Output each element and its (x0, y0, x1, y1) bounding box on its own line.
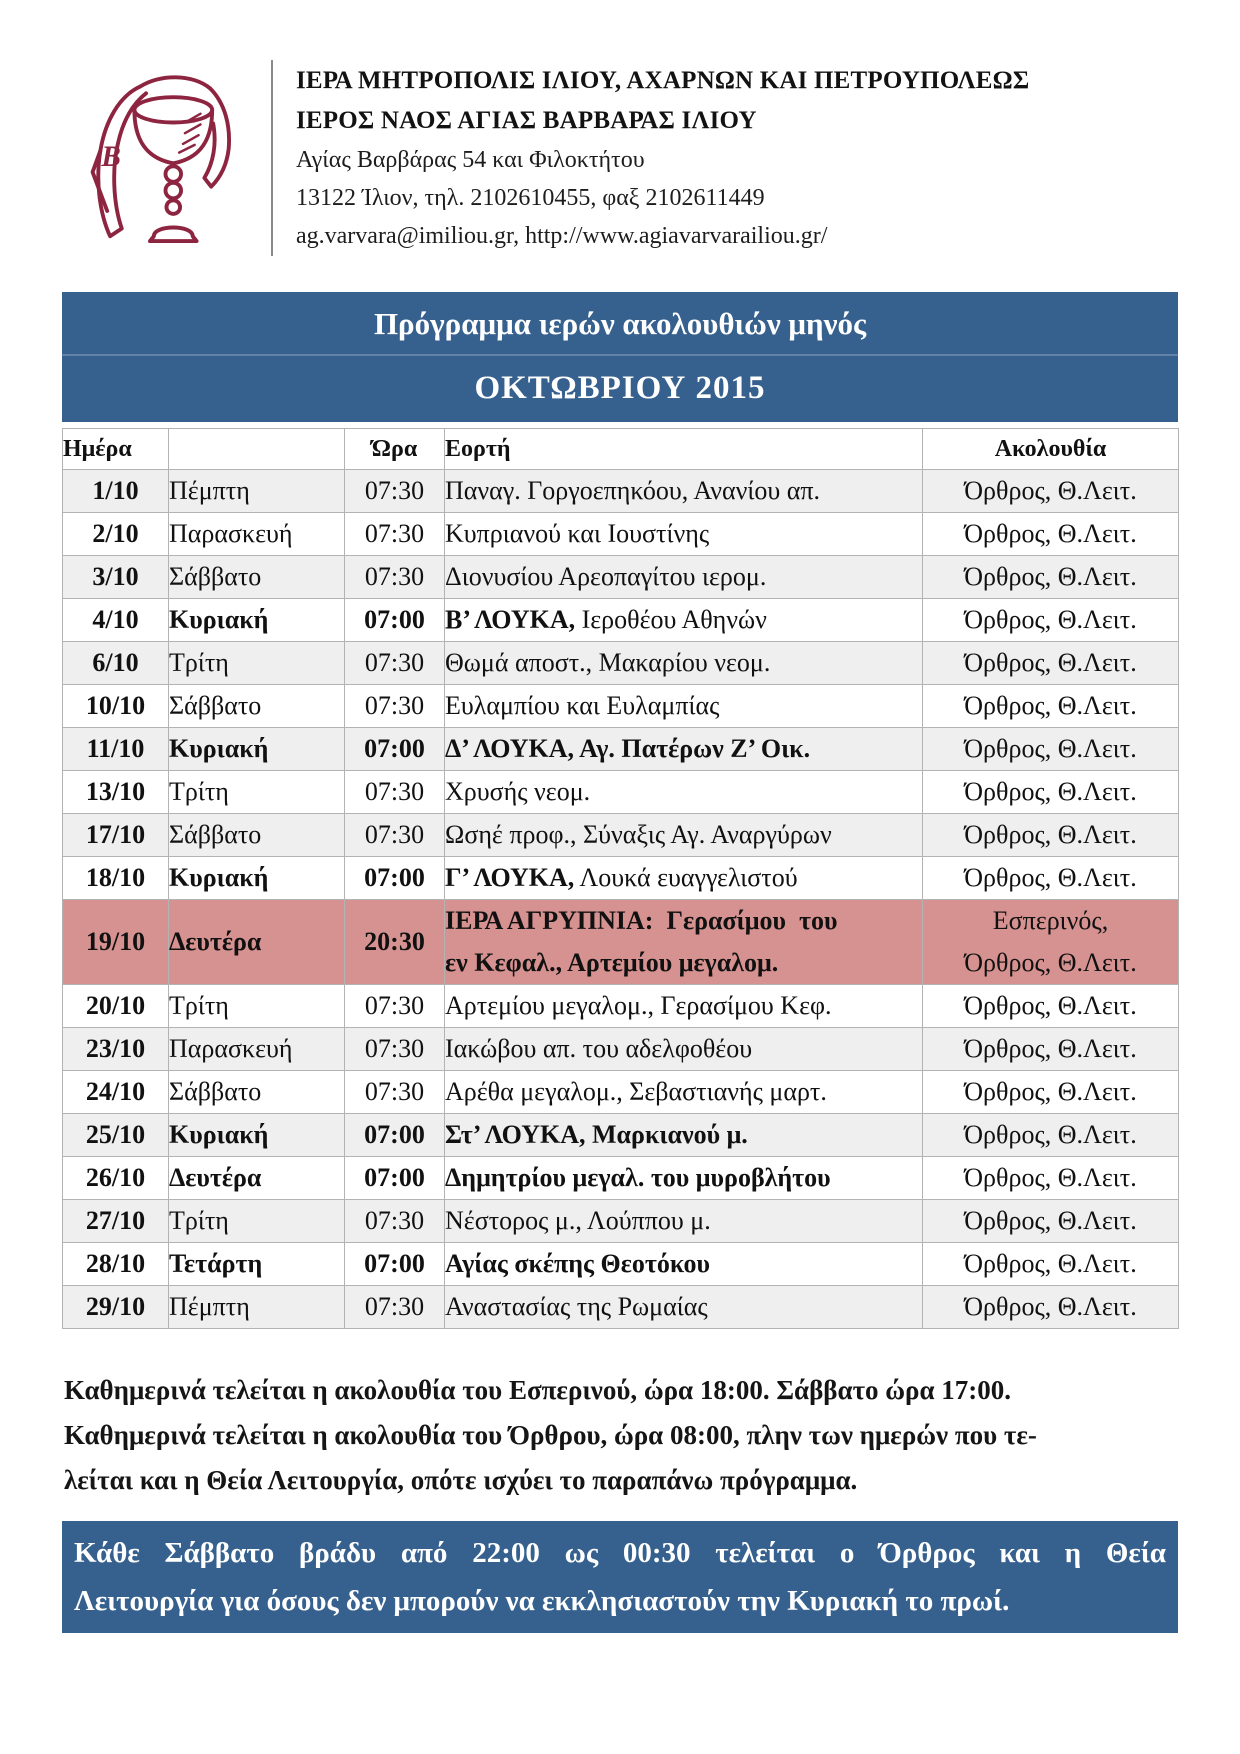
time-cell: 07:30 (345, 1200, 445, 1243)
table-row (63, 1071, 1179, 1114)
time-cell: 07:30 (345, 1071, 445, 1114)
table-row (63, 814, 1179, 857)
saturday-night-banner (62, 1521, 1178, 1633)
day-cell: Πέμπτη (169, 470, 345, 513)
date-cell: 10/10 (63, 685, 169, 728)
feast-cell: Ιακώβου απ. του αδελφοθέου (445, 1028, 923, 1071)
col-header-feast: Εορτή (445, 429, 923, 470)
feast-cell: Β’ ΛΟΥΚΑ, Ιεροθέου Αθηνών (445, 599, 923, 642)
org-name-line1: ΙΕΡΑ ΜΗΤΡΟΠΟΛΙΣ ΙΛΙΟΥ, ΑΧΑΡΝΩΝ ΚΑΙ ΠΕΤΡΟΥΠΟΛΕΩΣ (296, 67, 1030, 94)
notes-line: λείται και η Θεία Λειτουργία, οπότε ισχύει το παραπάνω πρόγραμμα. (64, 1465, 858, 1495)
table-row (63, 599, 1179, 642)
service-cell: Εσπερινός, Όρθρος, Θ.Λειτ. (923, 900, 1179, 985)
date-cell: 27/10 (63, 1200, 169, 1243)
table-row (63, 685, 1179, 728)
date-cell: 11/10 (63, 728, 169, 771)
notes-line: Καθημερινά τελείται η ακολουθία του Όρθρου, ώρα 08:00, πλην των ημερών που τε- (64, 1420, 1037, 1450)
address-line: Αγίας Βαρβάρας 54 και Φιλοκτήτου (296, 147, 645, 173)
date-cell: 18/10 (63, 857, 169, 900)
time-cell: 07:30 (345, 771, 445, 814)
service-cell: Όρθρος, Θ.Λειτ. (923, 513, 1179, 556)
notes-line: Καθημερινά τελείται η ακολουθία του Εσπερινού, ώρα 18:00. Σάββατο ώρα 17:00. (64, 1375, 1012, 1405)
feast-cell: Θωμά αποστ., Μακαρίου νεομ. (445, 642, 923, 685)
date-cell: 25/10 (63, 1114, 169, 1157)
feast-cell: Δ’ ΛΟΥΚΑ, Αγ. Πατέρων Ζ’ Οικ. (445, 728, 923, 771)
day-cell: Σάββατο (169, 1071, 345, 1114)
service-cell: Όρθρος, Θ.Λειτ. (923, 814, 1179, 857)
month-title: ΟΚΤΩΒΡΙΟΥ 2015 (62, 354, 1178, 422)
date-cell: 13/10 (63, 771, 169, 814)
date-cell: 28/10 (63, 1243, 169, 1286)
notes-paragraph (64, 1368, 1180, 1503)
day-cell: Σάββατο (169, 814, 345, 857)
web-line: ag.varvara@imiliou.gr, http://www.agiavarvarailiou.gr/ (296, 223, 828, 249)
feast-cell: Παναγ. Γοργοεπηκόου, Ανανίου απ. (445, 470, 923, 513)
day-cell: Τρίτη (169, 985, 345, 1028)
day-cell: Σάββατο (169, 685, 345, 728)
title-banner (62, 292, 1178, 422)
day-cell: Πέμπτη (169, 1286, 345, 1329)
time-cell: 07:00 (345, 1157, 445, 1200)
day-cell: Κυριακή (169, 599, 345, 642)
banner-bottom-line: Λειτουργία για όσους δεν μπορούν να εκκλησιαστούν την Κυριακή το πρωί. (74, 1585, 1010, 1617)
table-row (63, 1028, 1179, 1071)
feast-cell: Κυπριανού και Ιουστίνης (445, 513, 923, 556)
time-cell: 07:30 (345, 642, 445, 685)
col-header-service: Ακολουθία (923, 429, 1179, 470)
service-cell: Όρθρος, Θ.Λειτ. (923, 1071, 1179, 1114)
table-row (63, 642, 1179, 685)
date-cell: 17/10 (63, 814, 169, 857)
time-cell: 07:30 (345, 685, 445, 728)
time-cell: 07:30 (345, 985, 445, 1028)
day-cell: Τρίτη (169, 1200, 345, 1243)
date-cell: 4/10 (63, 599, 169, 642)
feast-cell: ΙΕΡΑ ΑΓΡΥΠΝΙΑ: Γερασίμου του εν Κεφαλ., Αρτεμίου μεγαλομ. (445, 900, 923, 985)
masthead (0, 55, 1240, 265)
day-cell: Τρίτη (169, 771, 345, 814)
time-cell: 07:30 (345, 470, 445, 513)
contact-line: 13122 Ίλιον, τηλ. 2102610455, φαξ 2102611449 (296, 185, 765, 211)
masthead-divider (271, 60, 273, 256)
service-cell: Όρθρος, Θ.Λειτ. (923, 599, 1179, 642)
feast-cell: Ευλαμπίου και Ευλαμπίας (445, 685, 923, 728)
masthead-text (296, 61, 1176, 255)
feast-cell: Χρυσής νεομ. (445, 771, 923, 814)
feast-cell: Αγίας σκέπης Θεοτόκου (445, 1243, 923, 1286)
svg-text:Β: Β (101, 141, 121, 174)
table-row (63, 728, 1179, 771)
date-cell: 3/10 (63, 556, 169, 599)
table-row (63, 771, 1179, 814)
schedule-table-body (63, 470, 1179, 1329)
time-cell: 07:30 (345, 1028, 445, 1071)
service-cell: Όρθρος, Θ.Λειτ. (923, 1157, 1179, 1200)
service-cell: Όρθρος, Θ.Λειτ. (923, 470, 1179, 513)
service-cell: Όρθρος, Θ.Λειτ. (923, 985, 1179, 1028)
col-header-time: Ώρα (345, 429, 445, 470)
chalice-logo-icon (78, 65, 253, 250)
time-cell: 07:30 (345, 513, 445, 556)
time-cell: 07:30 (345, 814, 445, 857)
feast-cell: Νέστορος μ., Λούππου μ. (445, 1200, 923, 1243)
org-name-line2: ΙΕΡΟΣ ΝΑΟΣ ΑΓΙΑΣ ΒΑΡΒΑΡΑΣ ΙΛΙΟΥ (296, 107, 757, 134)
service-cell: Όρθρος, Θ.Λειτ. (923, 1114, 1179, 1157)
feast-cell: Διονυσίου Αρεοπαγίτου ιερομ. (445, 556, 923, 599)
day-cell: Παρασκευή (169, 513, 345, 556)
table-header-row (63, 429, 1179, 470)
schedule-table (62, 428, 1179, 1329)
time-cell: 07:00 (345, 599, 445, 642)
day-cell: Σάββατο (169, 556, 345, 599)
table-row (63, 1286, 1179, 1329)
service-cell: Όρθρος, Θ.Λειτ. (923, 857, 1179, 900)
date-cell: 6/10 (63, 642, 169, 685)
col-header-day: Ημέρα (63, 429, 169, 470)
feast-cell: Αρέθα μεγαλομ., Σεβαστιανής μαρτ. (445, 1071, 923, 1114)
table-row (63, 857, 1179, 900)
table-row (63, 1243, 1179, 1286)
time-cell: 07:00 (345, 728, 445, 771)
service-cell: Όρθρος, Θ.Λειτ. (923, 1028, 1179, 1071)
table-row (63, 470, 1179, 513)
feast-cell: Γ’ ΛΟΥΚΑ, Λουκά ευαγγελιστού (445, 857, 923, 900)
col-header-blank (169, 429, 345, 470)
date-cell: 1/10 (63, 470, 169, 513)
feast-cell: Δημητρίου μεγαλ. του μυροβλήτου (445, 1157, 923, 1200)
day-cell: Κυριακή (169, 728, 345, 771)
time-cell: 20:30 (345, 900, 445, 985)
time-cell: 07:00 (345, 857, 445, 900)
date-cell: 19/10 (63, 900, 169, 985)
table-row (63, 556, 1179, 599)
date-cell: 26/10 (63, 1157, 169, 1200)
table-row (63, 985, 1179, 1028)
time-cell: 07:00 (345, 1243, 445, 1286)
feast-cell: Αναστασίας της Ρωμαίας (445, 1286, 923, 1329)
date-cell: 24/10 (63, 1071, 169, 1114)
service-cell: Όρθρος, Θ.Λειτ. (923, 771, 1179, 814)
date-cell: 20/10 (63, 985, 169, 1028)
time-cell: 07:30 (345, 1286, 445, 1329)
date-cell: 2/10 (63, 513, 169, 556)
table-row (63, 1200, 1179, 1243)
service-cell: Όρθρος, Θ.Λειτ. (923, 1286, 1179, 1329)
day-cell: Δευτέρα (169, 1157, 345, 1200)
service-cell: Όρθρος, Θ.Λειτ. (923, 1200, 1179, 1243)
service-cell: Όρθρος, Θ.Λειτ. (923, 728, 1179, 771)
feast-cell: Ωσηέ προφ., Σύναξις Αγ. Αναργύρων (445, 814, 923, 857)
date-cell: 23/10 (63, 1028, 169, 1071)
day-cell: Τρίτη (169, 642, 345, 685)
service-cell: Όρθρος, Θ.Λειτ. (923, 1243, 1179, 1286)
day-cell: Δευτέρα (169, 900, 345, 985)
table-row (63, 1157, 1179, 1200)
day-cell: Παρασκευή (169, 1028, 345, 1071)
day-cell: Τετάρτη (169, 1243, 345, 1286)
time-cell: 07:30 (345, 556, 445, 599)
service-cell: Όρθρος, Θ.Λειτ. (923, 556, 1179, 599)
table-row (63, 1114, 1179, 1157)
table-row (63, 513, 1179, 556)
day-cell: Κυριακή (169, 857, 345, 900)
time-cell: 07:00 (345, 1114, 445, 1157)
table-row (63, 900, 1179, 985)
day-cell: Κυριακή (169, 1114, 345, 1157)
service-cell: Όρθρος, Θ.Λειτ. (923, 685, 1179, 728)
program-title: Πρόγραμμα ιερών ακολουθιών μηνός (373, 306, 867, 341)
feast-cell: Αρτεμίου μεγαλομ., Γερασίμου Κεφ. (445, 985, 923, 1028)
date-cell: 29/10 (63, 1286, 169, 1329)
service-cell: Όρθρος, Θ.Λειτ. (923, 642, 1179, 685)
feast-cell: Στ’ ΛΟΥΚΑ, Μαρκιανού μ. (445, 1114, 923, 1157)
banner-bottom-line: Κάθε Σάββατο βράδυ από 22:00 ως 00:30 τελείται ο Όρθρος και η Θεία (74, 1537, 1166, 1569)
